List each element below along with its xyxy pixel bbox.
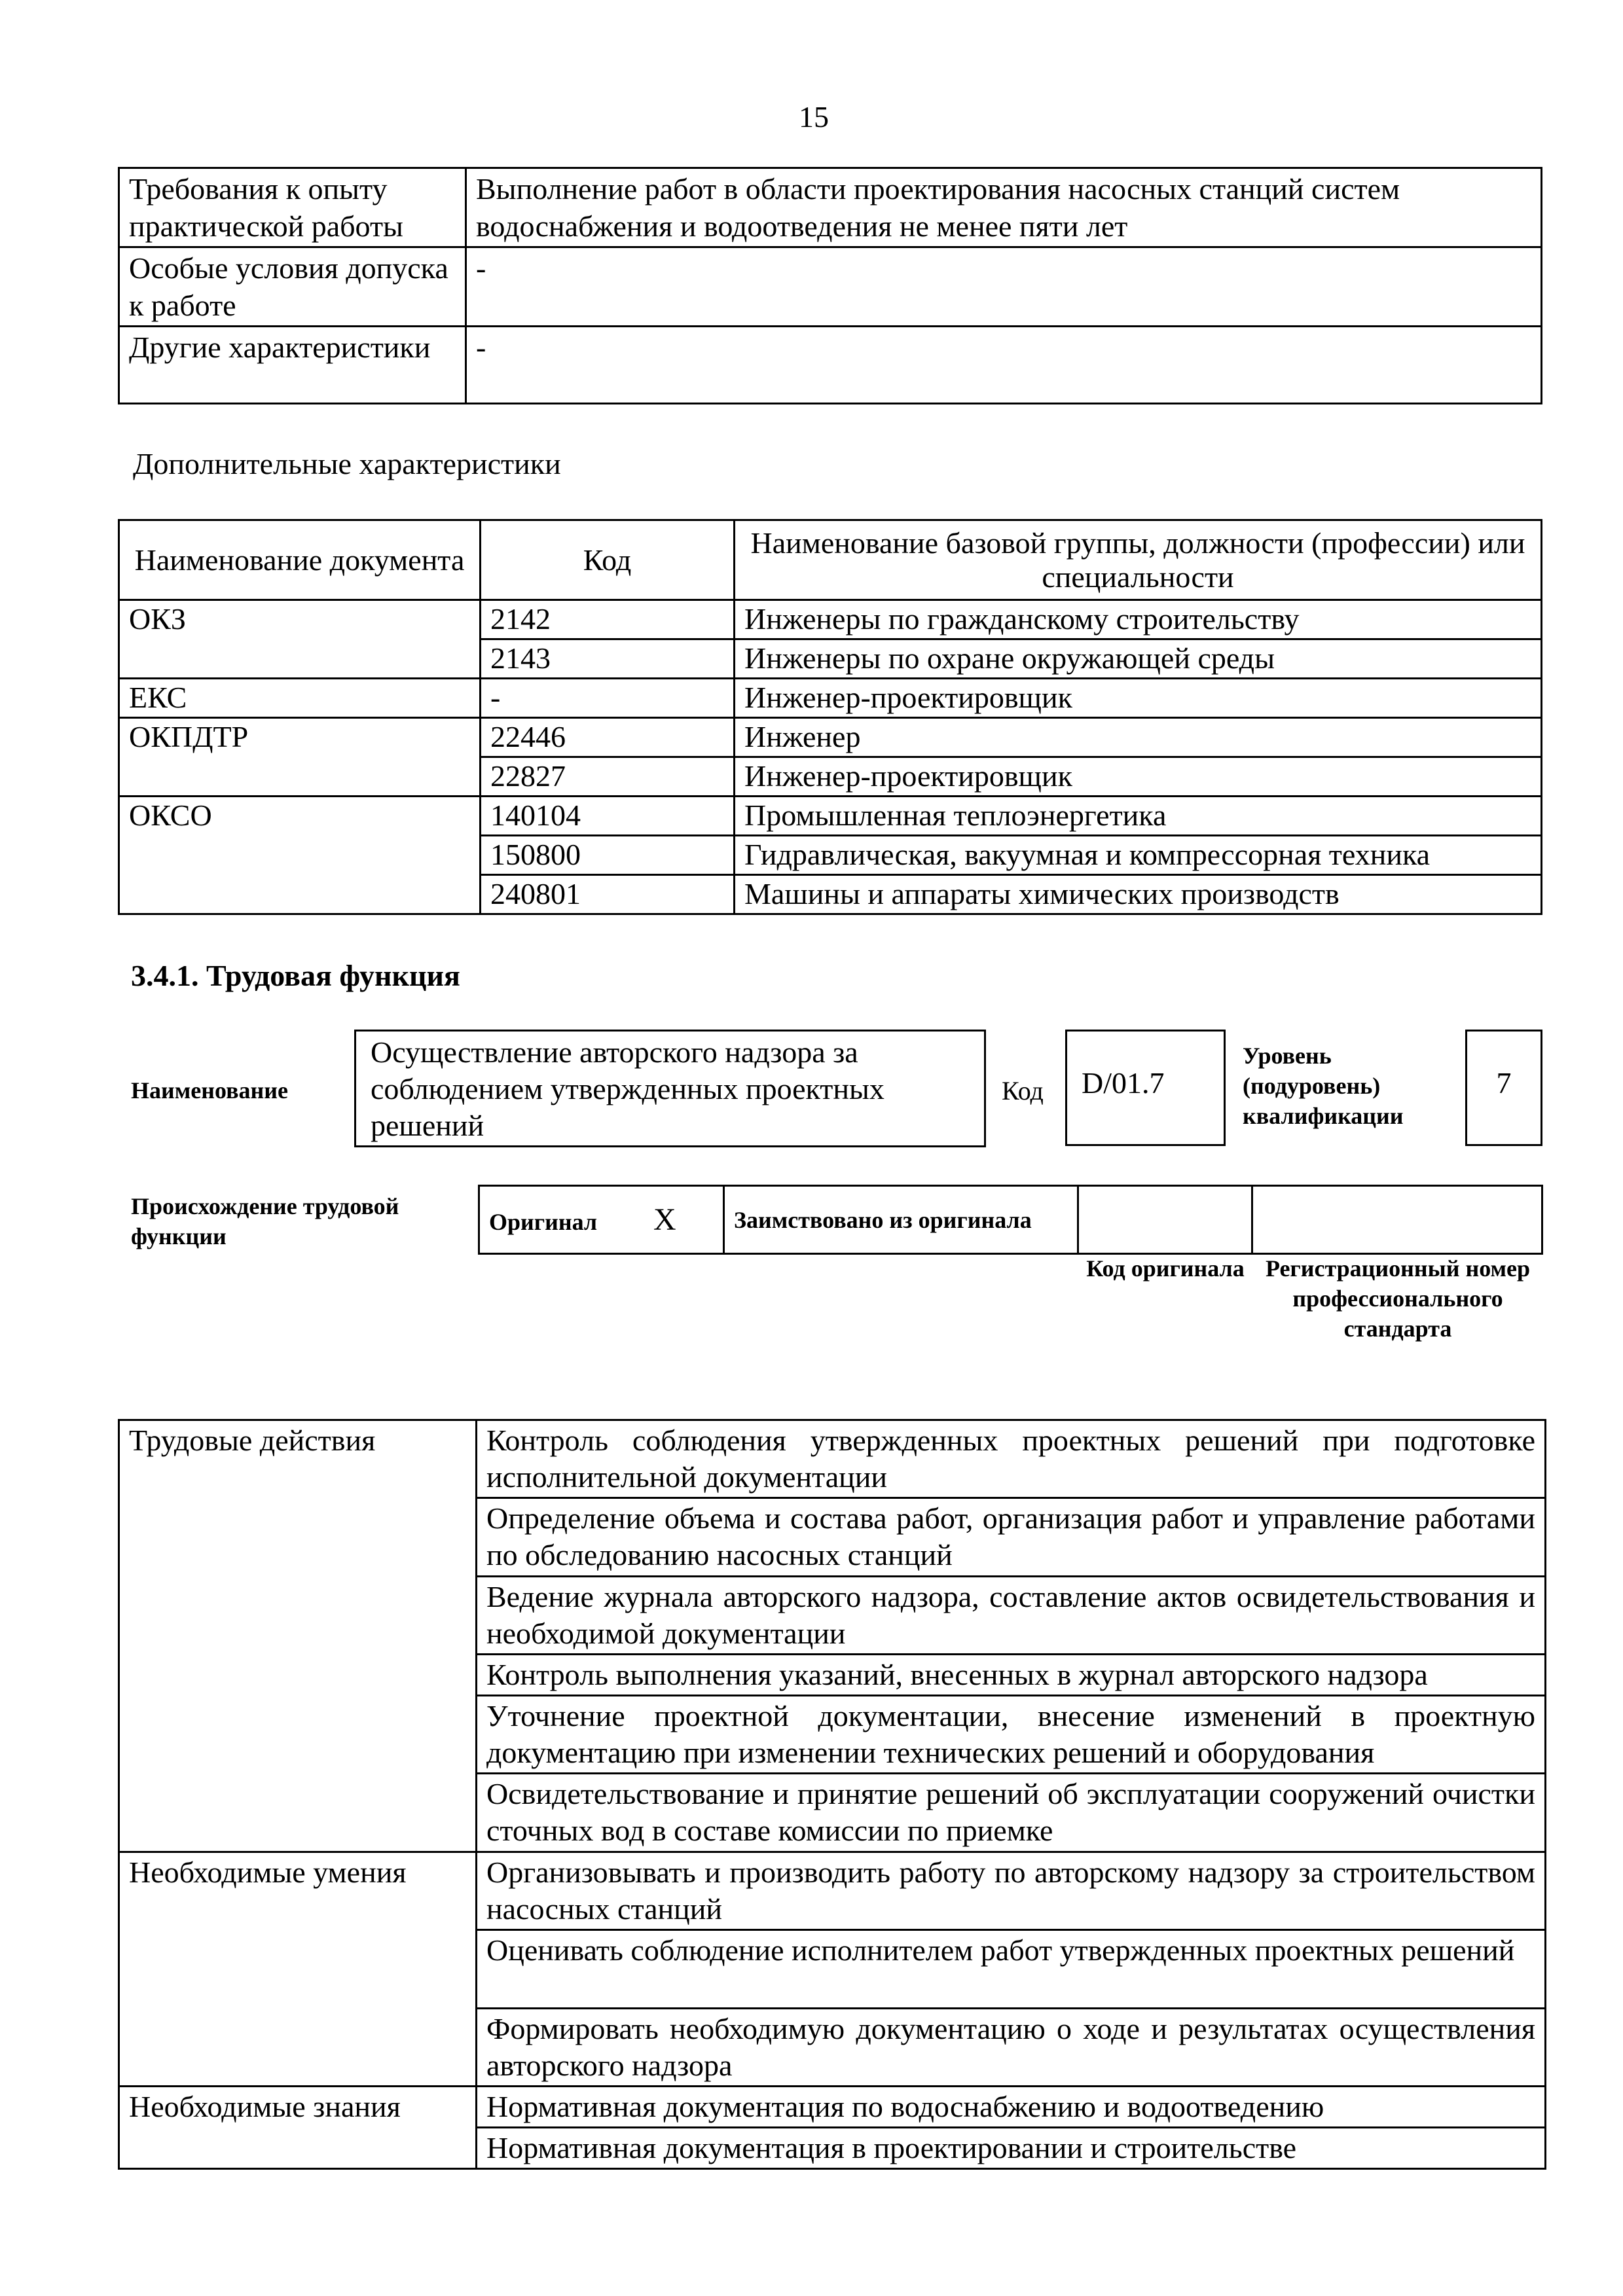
- code-caption: Код оригинала: [1086, 1255, 1245, 1282]
- table-row: [119, 718, 1542, 757]
- details-item: Определение объема и состава работ, организация работ и управление работами по обследованию насосных станций: [477, 1498, 1546, 1577]
- name-cell: Машины и аппараты химических производств: [735, 875, 1542, 914]
- doc-cell: ОКЗ: [119, 600, 481, 679]
- additional-title: Дополнительные характеристики: [133, 447, 561, 480]
- original-code-cell: [1078, 1186, 1252, 1254]
- header-name: Наименование базовой группы, должности (профессии) или специальности: [735, 520, 1542, 600]
- name-cell: Инженеры по охране окружающей среды: [735, 639, 1542, 679]
- function-code: D/01.7: [1082, 1066, 1165, 1100]
- details-item: Ведение журнала авторского надзора, составление актов освидетельствования и необходимой документации: [477, 1577, 1546, 1655]
- table-row: [119, 797, 1542, 836]
- registration-number-cell: [1252, 1186, 1542, 1254]
- header-code: Код: [481, 520, 735, 600]
- row-value: Выполнение работ в области проектирования насосных станций систем водоснабжения и водоотведения не менее пяти лет: [466, 168, 1542, 247]
- doc-cell: ОКСО: [119, 797, 481, 914]
- table-row: [119, 247, 1542, 327]
- row-label: Требования к опыту практической работы: [119, 168, 466, 247]
- name-label: Наименование: [131, 1077, 288, 1103]
- code-label: Код: [1002, 1076, 1044, 1105]
- details-item: Нормативная документация по водоснабжению и водоотведению: [477, 2087, 1546, 2128]
- details-item: Освидетельствование и принятие решений об эксплуатации сооружений очистки сточных вод в составе комиссии по приемке: [477, 1774, 1546, 1852]
- name-cell: Инженер: [735, 718, 1542, 757]
- details-item: Организовывать и производить работу по авторскому надзору за строительством насосных станций: [477, 1852, 1546, 1930]
- page-number: 15: [799, 100, 829, 134]
- level-box: [1465, 1030, 1542, 1146]
- details-item: Оценивать соблюдение исполнителем работ утвержденных проектных решений: [477, 1930, 1546, 2009]
- doc-cell: ЕКС: [119, 679, 481, 718]
- original-label: Оригинал: [489, 1209, 598, 1235]
- header-doc: Наименование документа: [119, 520, 481, 600]
- details-item: Нормативная документация в проектировании и строительстве: [477, 2128, 1546, 2169]
- table-row: [119, 2087, 1546, 2128]
- borrowed-label: Заимствовано из оригинала: [724, 1186, 1078, 1254]
- details-label: Трудовые действия: [119, 1420, 477, 1852]
- code-cell: 2143: [481, 639, 735, 679]
- name-cell: Инженеры по гражданскому строительству: [735, 600, 1542, 639]
- details-table: [118, 1419, 1546, 2170]
- details-item: Контроль соблюдения утвержденных проектных решений при подготовке исполнительной документации: [477, 1420, 1546, 1498]
- code-cell: 22446: [481, 718, 735, 757]
- details-label: Необходимые умения: [119, 1852, 477, 2087]
- code-cell: -: [481, 679, 735, 718]
- function-name: Осуществление авторского надзора за соблюдением утвержденных проектных решений: [371, 1035, 884, 1142]
- code-cell: 240801: [481, 875, 735, 914]
- doc-cell: ОКПДТР: [119, 718, 481, 797]
- name-cell: Гидравлическая, вакуумная и компрессорная техника: [735, 836, 1542, 875]
- code-box: [1065, 1030, 1226, 1146]
- row-label: Другие характеристики: [119, 327, 466, 404]
- original-mark: X: [653, 1202, 676, 1237]
- table-row: [119, 1420, 1546, 1498]
- code-cell: 140104: [481, 797, 735, 836]
- requirements-table: [118, 167, 1542, 404]
- header-row: [119, 520, 1542, 600]
- name-cell: Промышленная теплоэнергетика: [735, 797, 1542, 836]
- table-row: [119, 327, 1542, 404]
- row-value: -: [466, 327, 1542, 404]
- name-cell: Инженер-проектировщик: [735, 757, 1542, 797]
- level-label: Уровень (подуровень) квалификации: [1243, 1043, 1404, 1129]
- code-cell: 22827: [481, 757, 735, 797]
- details-item: Контроль выполнения указаний, внесенных в журнал авторского надзора: [477, 1655, 1546, 1696]
- reg-caption: Регистрационный номер профессионального стандарта: [1265, 1255, 1531, 1342]
- origin-label: Происхождение трудовой функции: [131, 1193, 399, 1249]
- level-value: 7: [1496, 1066, 1512, 1100]
- name-cell: Инженер-проектировщик: [735, 679, 1542, 718]
- details-item: Уточнение проектной документации, внесение изменений в проектную документацию при изменении технических решений и оборудования: [477, 1696, 1546, 1774]
- section-title: 3.4.1. Трудовая функция: [131, 959, 460, 992]
- table-row: [119, 679, 1542, 718]
- row-value: -: [466, 247, 1542, 327]
- table-row: [119, 600, 1542, 639]
- table-row: [119, 1852, 1546, 1930]
- origin-table: [478, 1185, 1543, 1255]
- details-label: Необходимые знания: [119, 2087, 477, 2169]
- table-row: [119, 168, 1542, 247]
- additional-table: [118, 519, 1542, 915]
- code-cell: 2142: [481, 600, 735, 639]
- code-cell: 150800: [481, 836, 735, 875]
- original-cell: [479, 1186, 724, 1254]
- function-name-box: [354, 1030, 986, 1147]
- details-item: Формировать необходимую документацию о ходе и результатах осуществления авторского надзора: [477, 2009, 1546, 2087]
- row-label: Особые условия допуска к работе: [119, 247, 466, 327]
